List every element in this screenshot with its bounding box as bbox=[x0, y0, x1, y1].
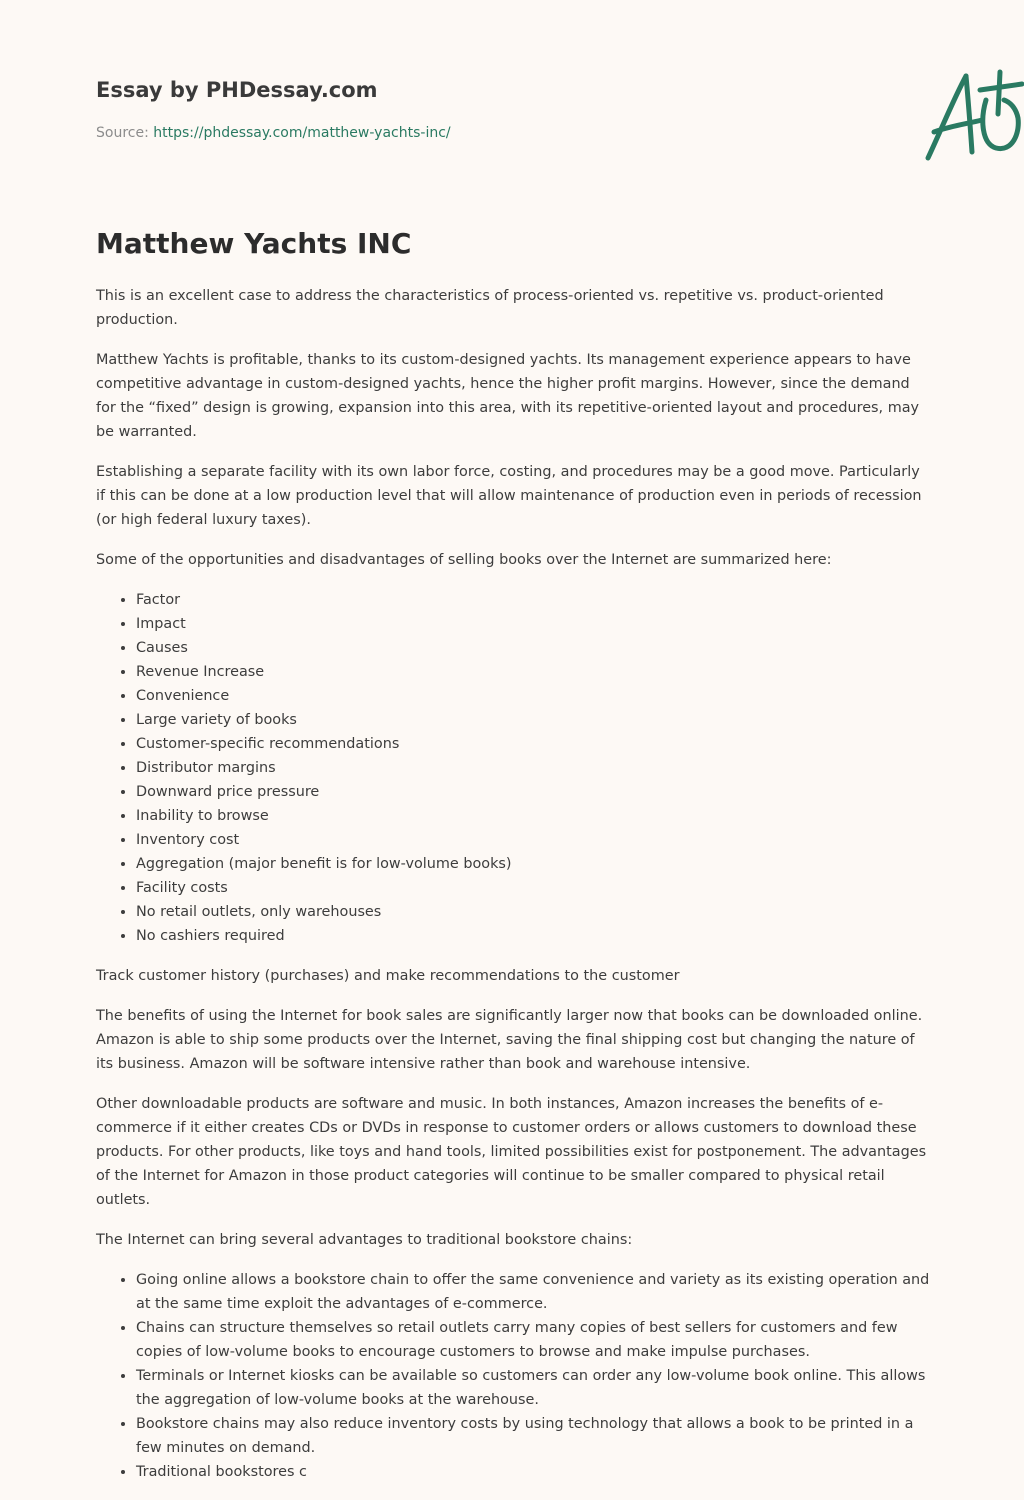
factor-list bbox=[96, 588, 932, 948]
list-item: • No retail outlets, only warehouses bbox=[136, 900, 932, 924]
paragraph: Matthew Yachts is profitable, thanks to its custom-designed yachts. Its management experience appears to have competitive advantage in custom-designed yachts, hence the higher profit margins. However, since the demand for the “fixed” design is growing, expansion into this area, with its repetitive-oriented layout and procedures, may be warranted. bbox=[96, 352, 920, 440]
source-link[interactable]: https://phdessay.com/matthew-yachts-inc/ bbox=[153, 125, 451, 141]
site-title: Essay by PHDessay.com bbox=[96, 78, 378, 102]
paragraph: Other downloadable products are software and music. In both instances, Amazon increases the benefits of e-commerce if it either creates CDs or DVDs in response to customer orders or allows customers to download these products. For other products, like toys and hand tools, limited possibilities exist for postponement. The advantages of the Internet for Amazon in those product categories will continue to be smaller compared to physical retail outlets. bbox=[96, 1096, 927, 1208]
paragraph: Track customer history (purchases) and make recommendations to the customer bbox=[96, 968, 680, 984]
essay-body bbox=[96, 284, 932, 1500]
essay-title: Matthew Yachts INC bbox=[96, 227, 412, 260]
list-item: • Downward price pressure bbox=[136, 780, 932, 804]
list-item: • Impact bbox=[136, 612, 932, 636]
list-item: • Customer-specific recommendations bbox=[136, 732, 932, 756]
list-item: • Chains can structure themselves so retail outlets carry many copies of best sellers for customers and few copies of low-volume books to encourage customers to browse and make impulse purchases. bbox=[136, 1316, 932, 1364]
list-item: • Factor bbox=[136, 588, 932, 612]
list-item: • Inability to browse bbox=[136, 804, 932, 828]
list-item: • Revenue Increase bbox=[136, 660, 932, 684]
source-line bbox=[96, 124, 451, 142]
list-item: • Large variety of books bbox=[136, 708, 932, 732]
paragraph: Some of the opportunities and disadvantages of selling books over the Internet are summarized here: bbox=[96, 552, 832, 568]
paragraph: The Internet can bring several advantages to traditional bookstore chains: bbox=[96, 1232, 633, 1248]
list-item: • Traditional bookstores c bbox=[136, 1460, 932, 1484]
list-item: • Aggregation (major benefit is for low-volume books) bbox=[136, 852, 932, 876]
list-item: • Terminals or Internet kiosks can be available so customers can order any low-volume book online. This allows the aggregation of low-volume books at the warehouse. bbox=[136, 1364, 932, 1412]
list-item: • Distributor margins bbox=[136, 756, 932, 780]
list-item: • Convenience bbox=[136, 684, 932, 708]
list-item: • Bookstore chains may also reduce inventory costs by using technology that allows a book to be printed in a few minutes on demand. bbox=[136, 1412, 932, 1460]
paragraph: This is an excellent case to address the characteristics of process-oriented vs. repetitive vs. product-oriented production. bbox=[96, 288, 884, 328]
list-item: • Causes bbox=[136, 636, 932, 660]
a-plus-logo-icon bbox=[920, 68, 1024, 164]
list-item: • Inventory cost bbox=[136, 828, 932, 852]
source-label: Source: bbox=[96, 125, 154, 141]
list-item: • Going online allows a bookstore chain to offer the same convenience and variety as its existing operation and at the same time exploit the advantages of e-commerce. bbox=[136, 1268, 932, 1316]
paragraph: Establishing a separate facility with its own labor force, costing, and procedures may be a good move. Particularly if this can be done at a low production level that will allow maintenance of production even in periods of recession (or high federal luxury taxes). bbox=[96, 464, 922, 528]
list-item: • Facility costs bbox=[136, 876, 932, 900]
paragraph: The benefits of using the Internet for book sales are significantly larger now that books can be downloaded online. Amazon is able to ship some products over the Internet, saving the final shipping cost but changing the nature of its business. Amazon will be software intensive rather than book and warehouse intensive. bbox=[96, 1008, 923, 1072]
advantages-list bbox=[96, 1268, 932, 1484]
list-item: • No cashiers required bbox=[136, 924, 932, 948]
